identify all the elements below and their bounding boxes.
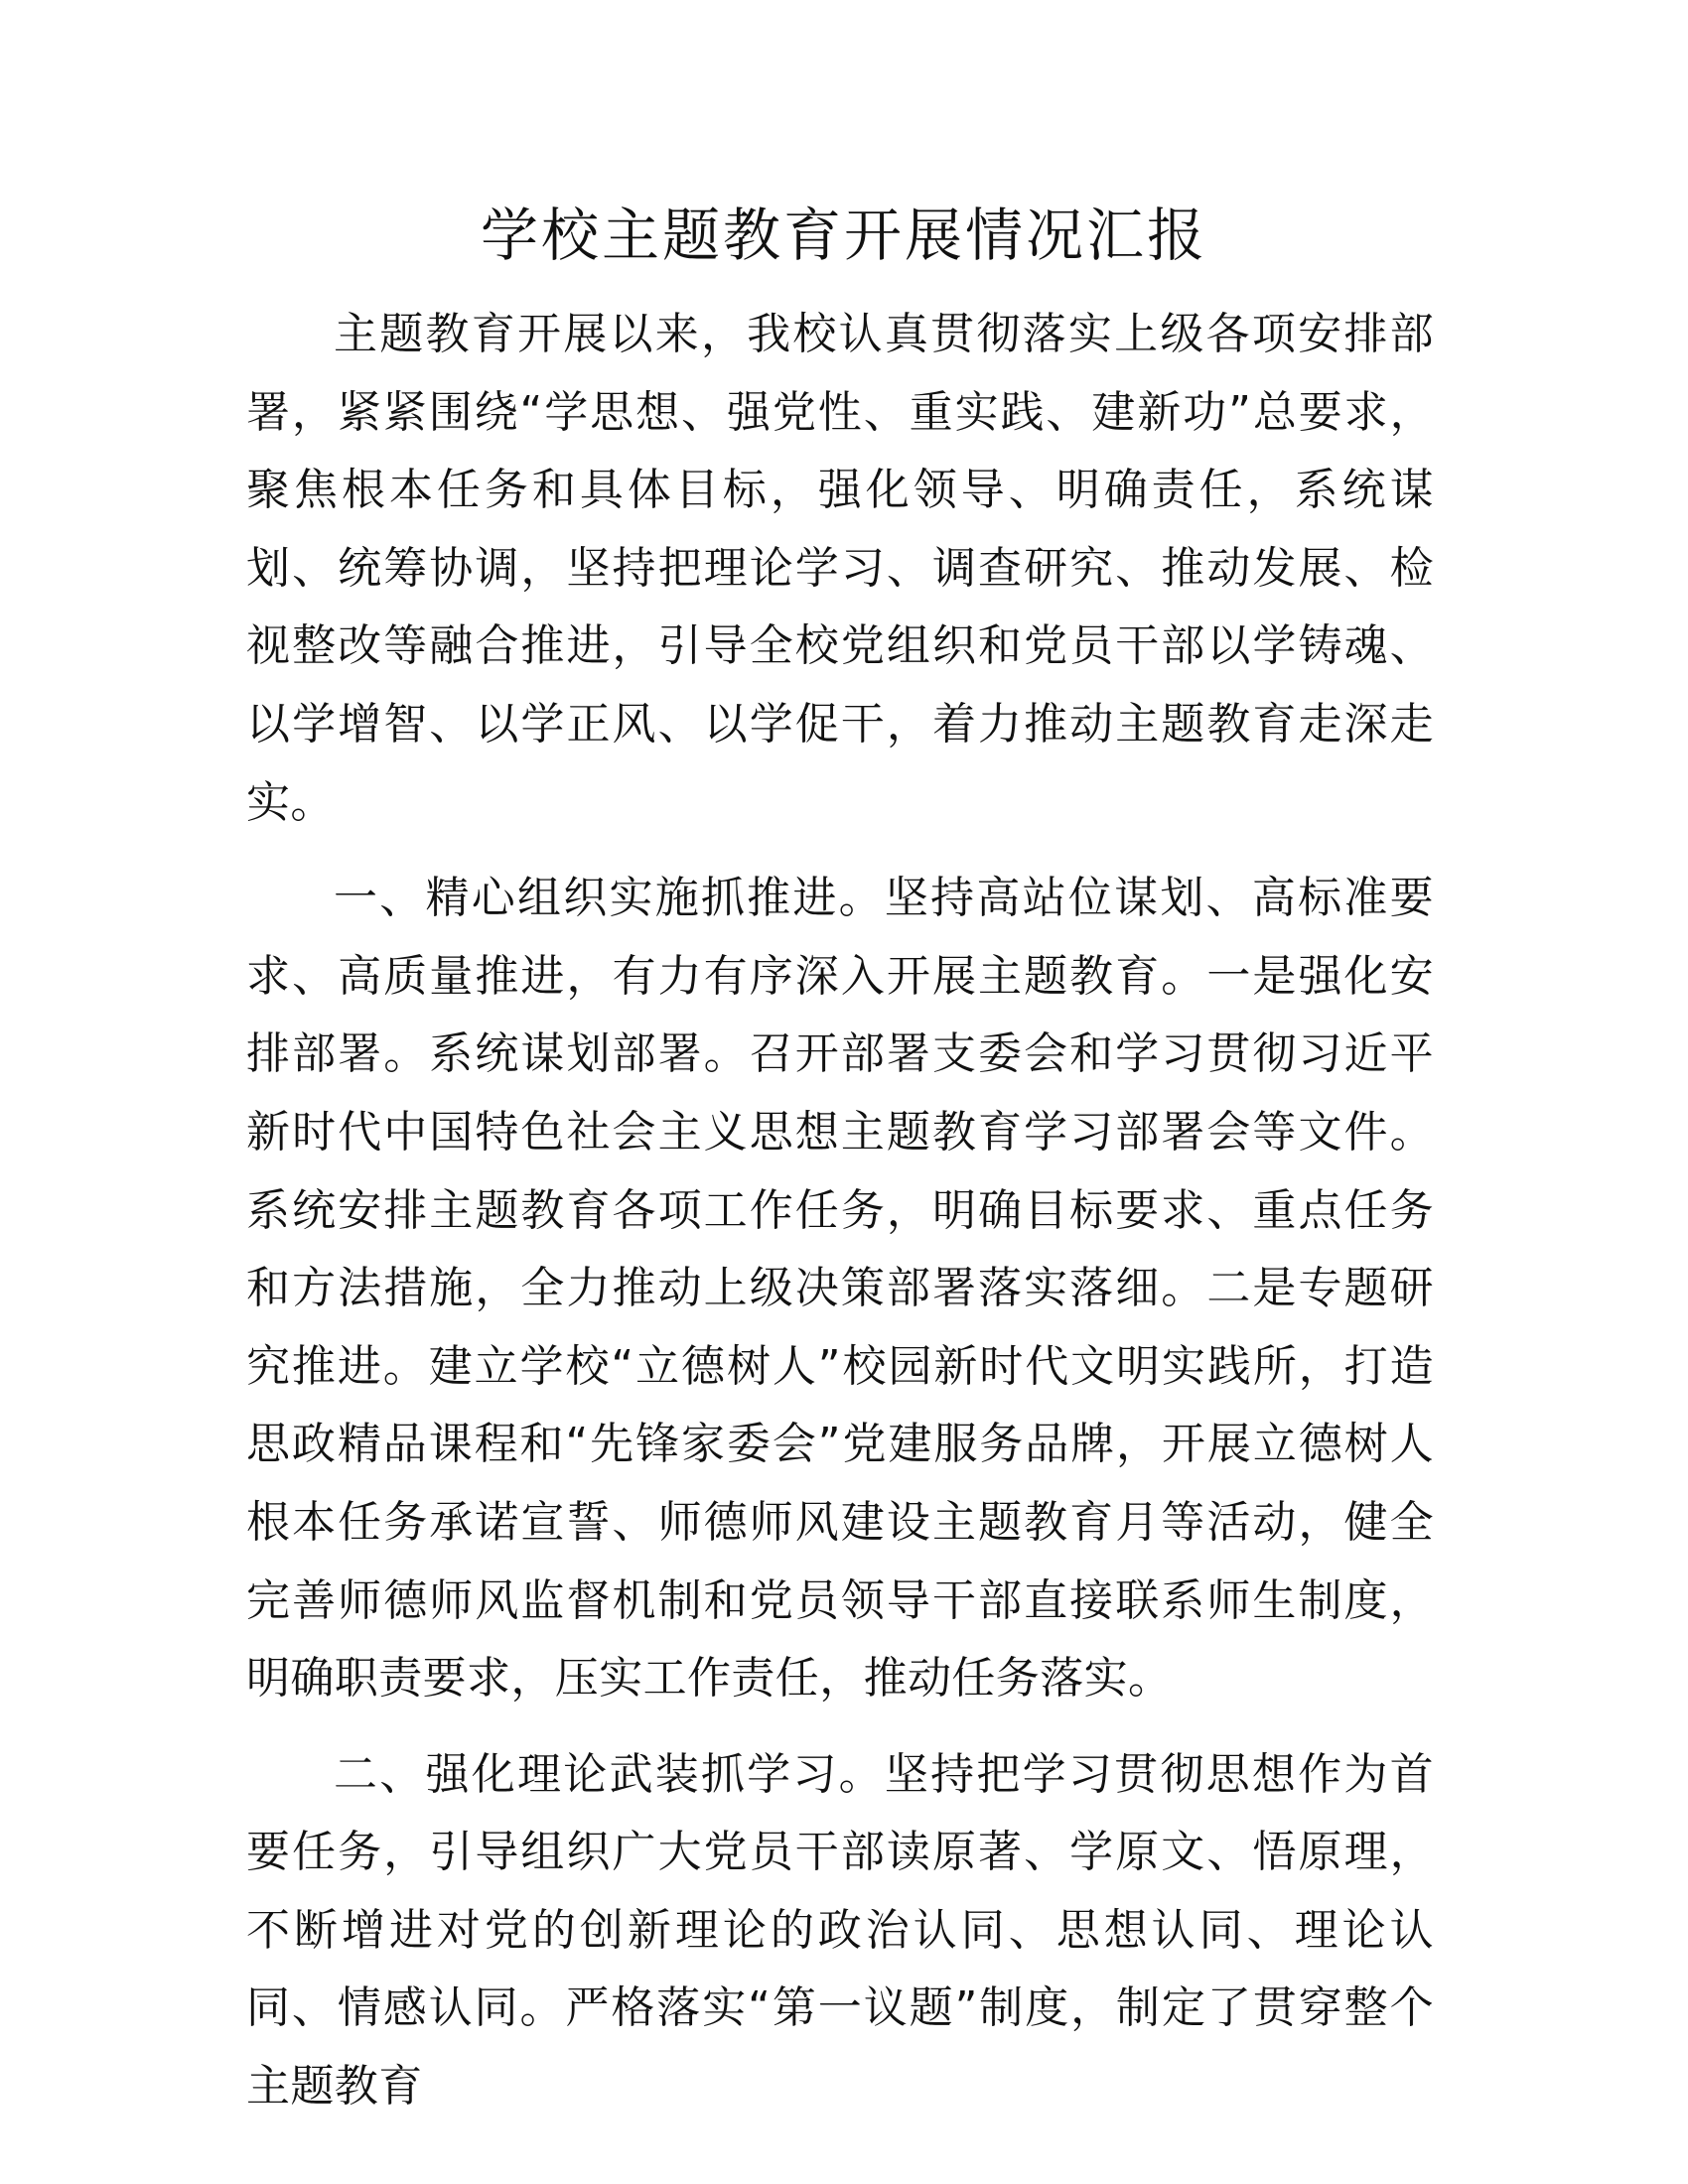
paragraph-section-2: 二、强化理论武装抓学习。坚持把学习贯彻思想作为首要任务，引导组织广大党员干部读原著、学原文、悟原理，不断增进对党的创新理论的政治认同、思想认同、理论认同、情感认同。严格落实“第一议题”制度，制定了贯穿整个主题教育: [246, 1748, 1434, 2113]
document-body: [246, 296, 1434, 2144]
paragraph-intro: 主题教育开展以来，我校认真贯彻落实上级各项安排部署，紧紧围绕“学思想、强党性、重实践、建新功”总要求，聚焦根本任务和具体目标，强化领导、明确责任，系统谋划、统筹协调，坚持把理论学习、调查研究、推动发展、检视整改等融合推进，引导全校党组织和党员干部以学铸魂、以学增智、以学正风、以学促干，着力推动主题教育走深走实。: [246, 309, 1434, 828]
paragraph-section-1: 一、精心组织实施抓推进。坚持高站位谋划、高标准要求、高质量推进，有力有序深入开展主题教育。一是强化安排部署。系统谋划部署。召开部署支委会和学习贯彻习近平新时代中国特色社会主义思想主题教育学习部署会等文件。系统安排主题教育各项工作任务，明确目标要求、重点任务和方法措施，全力推动上级决策部署落实落细。二是专题研究推进。建立学校“立德树人”校园新时代文明实践所，打造思政精品课程和“先锋家委会”党建服务品牌，开展立德树人根本任务承诺宣誓、师德师风建设主题教育月等活动，健全完善师德师风监督机制和党员领导干部直接联系师生制度，明确职责要求，压实工作责任，推动任务落实。: [246, 873, 1434, 1705]
document-title: 学校主题教育开展情况汇报: [480, 202, 1207, 269]
